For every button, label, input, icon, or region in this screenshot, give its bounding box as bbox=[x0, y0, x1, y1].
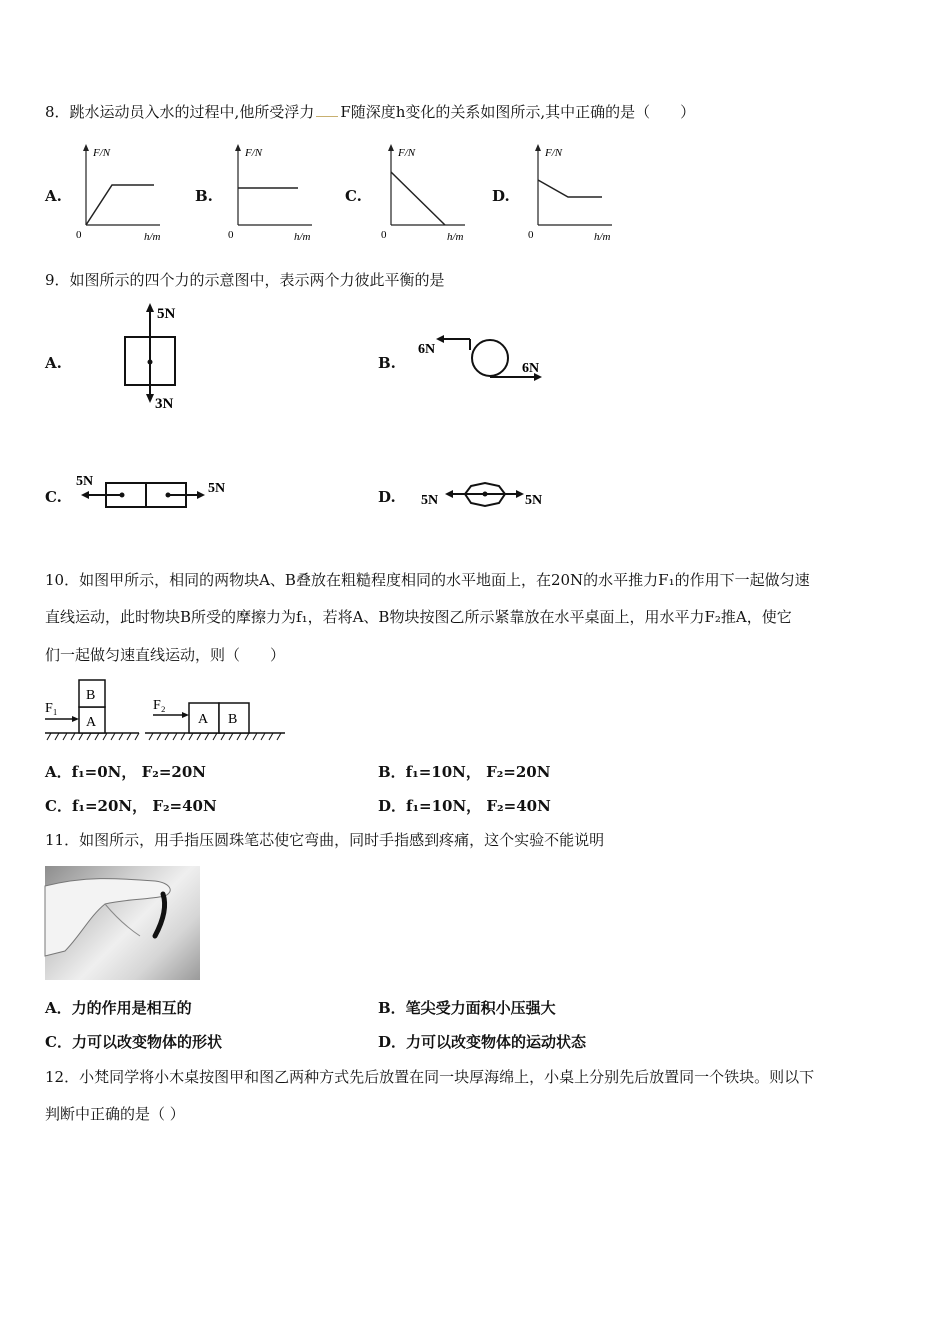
q9-figure-c bbox=[70, 470, 235, 515]
q8-graph-a bbox=[70, 140, 180, 245]
q10-stem-line1: 10．如图甲所示，相同的两物块A、B叠放在粗糙程度相同的水平地面上，在20N的水平推力F₁的作用下一起做匀速 bbox=[45, 571, 810, 589]
q8-graph-a-origin: 0 bbox=[76, 229, 82, 241]
q9-b-force-left: 6N bbox=[418, 342, 436, 357]
q9-option-b-label: B. bbox=[378, 354, 396, 372]
q9-c-force-right: 5N bbox=[208, 481, 226, 496]
q9-d-force-left: 5N bbox=[421, 493, 439, 508]
q8-stem: 8．跳水运动员入水的过程中,他所受浮力 F随深度h变化的关系如图所示,其中正确的是（ ） bbox=[45, 103, 696, 121]
q8-graph-c-curve bbox=[391, 172, 445, 225]
q11-option-b: B．笔尖受力面积小压强大 bbox=[378, 999, 556, 1017]
q8-graph-b-origin: 0 bbox=[228, 229, 234, 241]
q10-option-a: A．f₁=0N， F₂=20N bbox=[45, 763, 206, 781]
q10-fig1-block-b: B bbox=[86, 688, 96, 703]
q10-fig2-block-b: B bbox=[228, 712, 238, 727]
q8-graph-a-xlabel: h/m bbox=[144, 231, 161, 243]
q12-stem-line2: 判断中正确的是（ ） bbox=[45, 1105, 185, 1123]
q8-graph-d-ylabel: F/N bbox=[545, 147, 563, 159]
q9-b-force-right: 6N bbox=[522, 361, 540, 376]
q9-d-force-right: 5N bbox=[525, 493, 543, 508]
q9-figure-b bbox=[410, 325, 560, 390]
q9-option-d-label: D. bbox=[378, 488, 396, 506]
q8-option-a-label: A. bbox=[45, 187, 62, 205]
q8-graph-d bbox=[522, 140, 632, 245]
q8-graph-c bbox=[375, 140, 485, 245]
q8-option-d-label: D. bbox=[492, 187, 510, 205]
q9-a-force-up: 5N bbox=[157, 306, 176, 322]
q10-fig2-force: F₂ bbox=[153, 698, 166, 713]
q8-graph-d-curve bbox=[538, 180, 602, 197]
q8-graph-c-origin: 0 bbox=[381, 229, 387, 241]
q8-graph-d-xlabel: h/m bbox=[594, 231, 611, 243]
q8-graph-c-ylabel: F/N bbox=[398, 147, 416, 159]
q8-graph-c-xlabel: h/m bbox=[447, 231, 464, 243]
q8-graph-b-xlabel: h/m bbox=[294, 231, 311, 243]
q8-option-b-label: B. bbox=[195, 187, 213, 205]
q11-option-c: C．力可以改变物体的形状 bbox=[45, 1033, 222, 1051]
finger-pen-drawing bbox=[45, 866, 200, 980]
q11-option-d: D．力可以改变物体的运动状态 bbox=[378, 1033, 587, 1051]
q9-stem: 9．如图所示的四个力的示意图中，表示两个力彼此平衡的是 bbox=[45, 271, 445, 289]
q9-a-force-down: 3N bbox=[155, 396, 174, 412]
q9-figure-d bbox=[415, 478, 555, 513]
q12-stem-line1: 12．小梵同学将小木桌按图甲和图乙两种方式先后放置在同一块厚海绵上，小桌上分别先后放置同一个铁块。则以下 bbox=[45, 1068, 815, 1086]
q10-fig1-force: F₁ bbox=[45, 701, 58, 716]
q10-figure bbox=[43, 675, 293, 745]
q10-option-d: D．f₁=10N， F₂=40N bbox=[378, 797, 551, 815]
q8-graph-a-curve bbox=[86, 185, 154, 225]
q8-option-c-label: C. bbox=[345, 187, 362, 205]
q10-fig2-block-a: A bbox=[198, 712, 209, 727]
q11-stem: 11．如图所示，用手指压圆珠笔芯使它弯曲，同时手指感到疼痛，这个实验不能说明 bbox=[45, 831, 605, 849]
q9-option-c-label: C. bbox=[45, 488, 62, 506]
q8-graph-a-ylabel: F/N bbox=[93, 147, 111, 159]
q10-stem-line2: 直线运动，此时物块B所受的摩擦力为f₁，若将A、B物块按图乙所示紧靠放在水平桌面上，用水平力F₂推A，使它 bbox=[45, 608, 792, 626]
q8-graph-d-origin: 0 bbox=[528, 229, 534, 241]
q9-option-a-label: A. bbox=[45, 354, 62, 372]
q10-option-c: C．f₁=20N， F₂=40N bbox=[45, 797, 217, 815]
q9-figure-a bbox=[110, 300, 200, 415]
q10-option-b: B．f₁=10N， F₂=20N bbox=[378, 763, 551, 781]
q9-c-force-left: 5N bbox=[76, 474, 94, 489]
q11-option-a: A．力的作用是相互的 bbox=[45, 999, 192, 1017]
q8-graph-b bbox=[222, 140, 332, 245]
q10-stem-line3: 们一起做匀速直线运动，则（ ） bbox=[45, 646, 286, 664]
q10-fig1-block-a: A bbox=[86, 715, 97, 730]
q8-graph-b-ylabel: F/N bbox=[245, 147, 263, 159]
finger-pen-photo bbox=[45, 866, 200, 980]
